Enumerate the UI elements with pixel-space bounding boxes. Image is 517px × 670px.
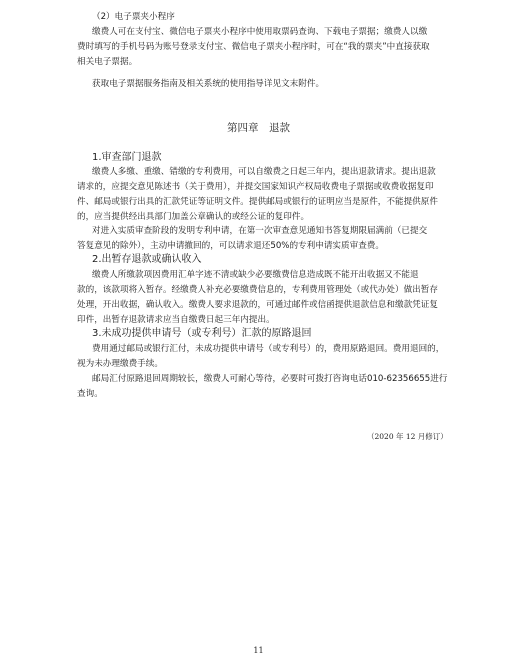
paragraph-line: 请求的，应提交意见陈述书（关于费用），并提交国家知识产权局收费电子票据或收费收据复印 [77, 182, 434, 192]
paragraph-line: 缴费人多缴、重缴、错缴的专利费用，可以自缴费之日起三年内，提出退款请求。提出退款 [92, 167, 436, 177]
paragraph-line: 查询。 [77, 389, 103, 399]
paragraph-line: 费用通过邮局或银行汇付，未成功提供申请号（或专利号）的，费用原路退回。费用退回的， [92, 344, 445, 354]
chapter-title: 第四章 退款 [227, 122, 290, 134]
paragraph-line: 获取电子票据服务指南及相关系统的使用指导详见文末附件。 [92, 79, 325, 89]
section-heading-refund-return: 3.未成功提供申请号（或专利号）汇款的原路退回 [92, 328, 312, 339]
paragraph-line: 件、邮局或银行出具的汇款凭证等证明文件。提供邮局或银行的证明应当是原件，不能提供原件 [77, 197, 438, 207]
page-number: 11 [253, 646, 264, 655]
paragraph-line: 答复意见的除外），主动申请撤回的，可以请求退还50%的专利申请实质审查费。 [77, 241, 384, 251]
paragraph-line: 邮局汇付原路退回周期较长，缴费人可耐心等待，必要时可拨打咨询电话010-62356655进行 [92, 374, 448, 384]
paragraph-line: 对进入实质审查阶段的发明专利申请，在第一次审查意见通知书答复期限届满前（已提交 [92, 226, 428, 236]
paragraph-line: 缴费人可在支付宝、微信电子票夹小程序中使用取票码查询、下载电子票据；缴费人以缴 [92, 27, 428, 37]
paragraph-line: 视为未办理缴费手续。 [77, 359, 163, 369]
paragraph-line: 缴费人所缴款项因费用汇单字迹不清或缺少必要缴费信息造成既不能开出收据又不能退 [92, 270, 419, 280]
section-heading-refund-dept: 1.审查部门退款 [92, 152, 162, 163]
section-title-wechat: （2）电子票夹小程序 [92, 12, 175, 22]
revision-note: （2020 年 12 月修订） [367, 432, 448, 441]
paragraph-line: 印件，出暂存退款请求应当自缴费日起三年内提出。 [77, 315, 275, 325]
paragraph-line: 费时填写的手机号码为账号登录支付宝、微信电子票夹小程序时，可在“我的票夹”中直接获取 [77, 42, 430, 52]
paragraph-line: 的，应当提供经出具部门加盖公章确认的或经公证的复印件。 [77, 212, 310, 222]
paragraph-line: 款的，该款项将入暂存。经缴费人补充必要缴费信息的，专利费用管理处（或代办处）做出暂存 [77, 285, 438, 295]
paragraph-line: 处理，开出收据，确认收入。缴费人要求退款的，可通过邮件或信函提供退款信息和缴款凭证复 [77, 300, 438, 310]
paragraph-line: 相关电子票据。 [77, 57, 138, 67]
section-heading-refund-pending: 2.出暂存退款或确认收入 [92, 254, 202, 265]
